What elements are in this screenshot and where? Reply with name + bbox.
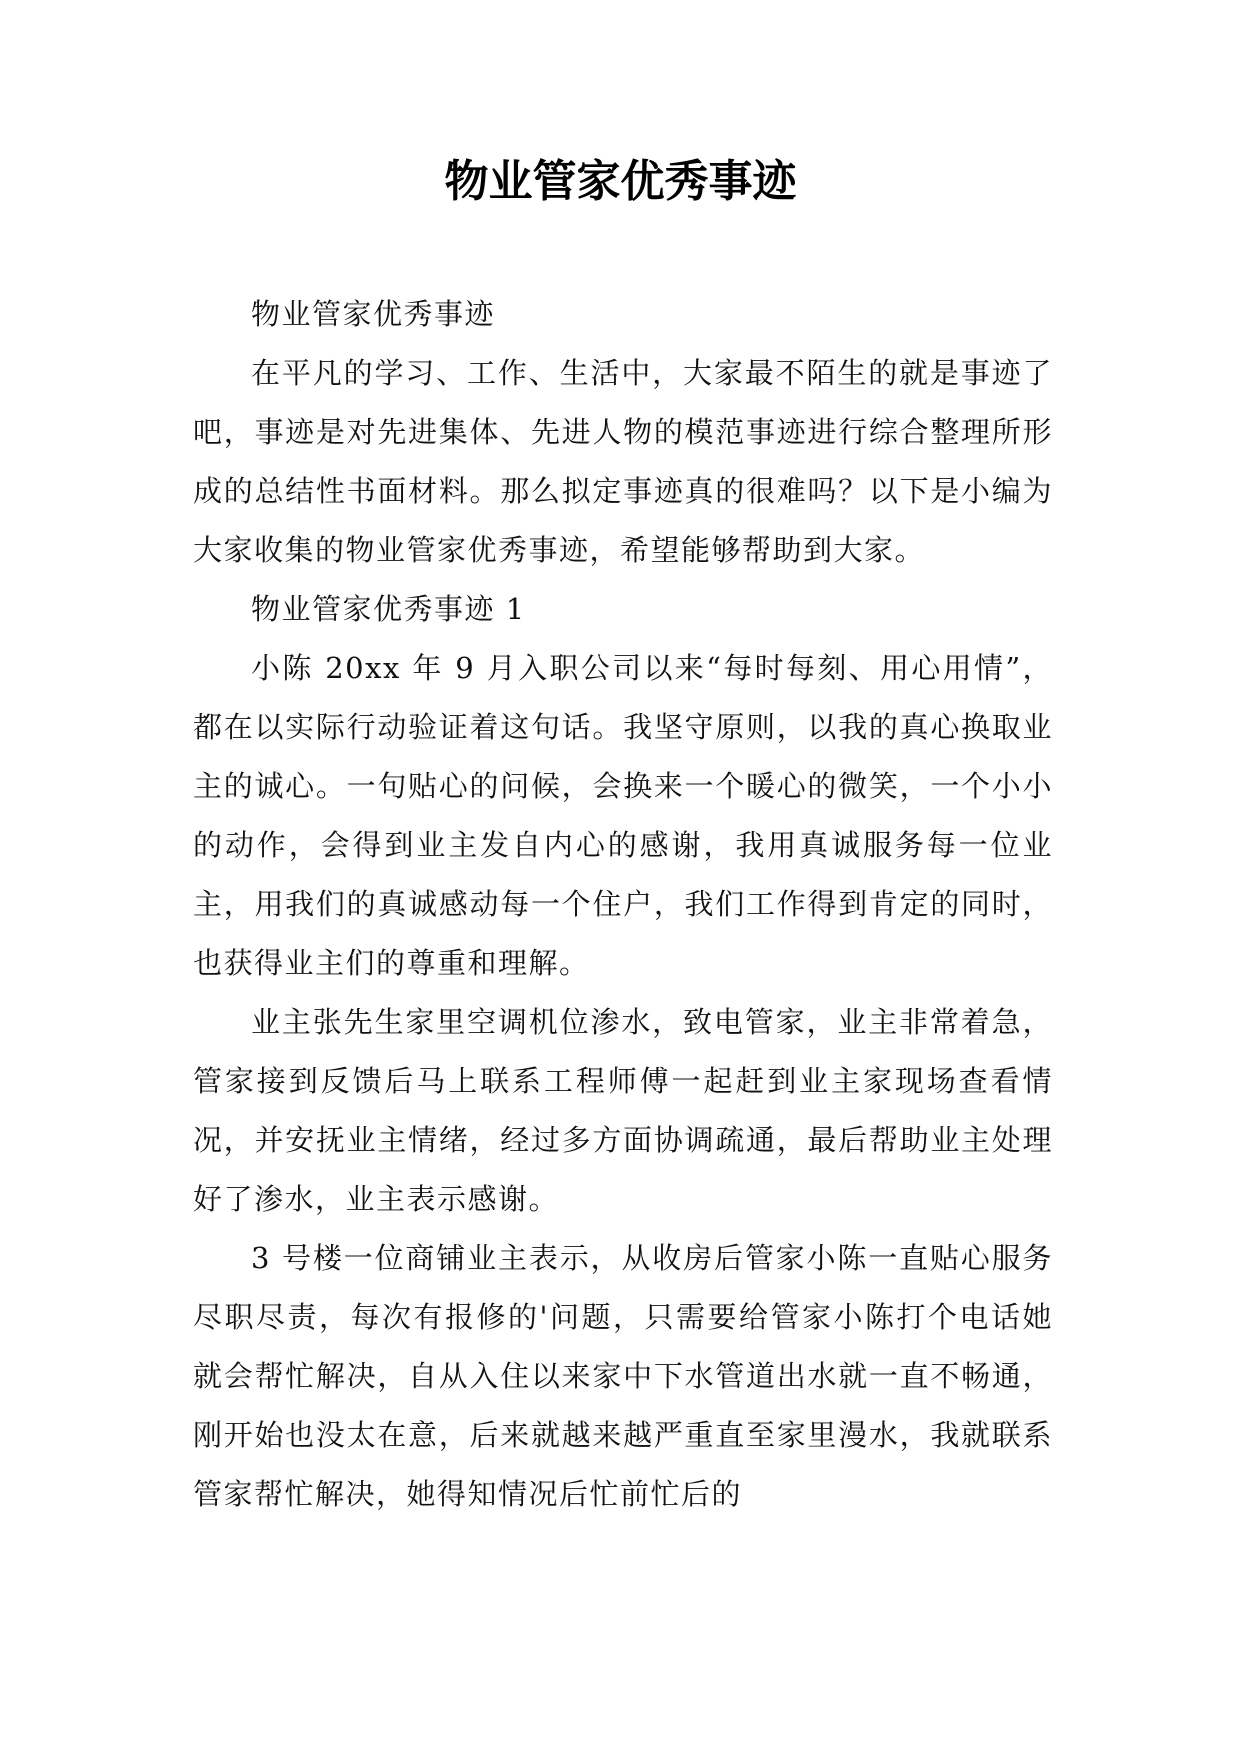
document-title: 物业管家优秀事迹	[444, 156, 797, 207]
paragraph: 小陈 20xx 年 9 月入职公司以来“每时每刻、用心用情”，都在以实际行动验证着这句话。我坚守原则，以我的真心换取业主的诚心。一句贴心的问候，会换来一个暖心的微笑，一个小小的动作，会得到业主发自内心的感谢，我用真诚服务每一位业主，用我们的真诚感动每一个住户，我们工作得到肯定的同时，也获得业主们的尊重和理解。	[193, 651, 1053, 980]
paragraph: 业主张先生家里空调机位渗水，致电管家，业主非常着急，管家接到反馈后马上联系工程师傅一起赶到业主家现场查看情况，并安抚业主情绪，经过多方面协调疏通，最后帮助业主处理好了渗水，业主表示感谢。	[193, 1005, 1053, 1216]
paragraph: 3 号楼一位商铺业主表示，从收房后管家小陈一直贴心服务尽职尽责，每次有报修的'问题，只需要给管家小陈打个电话她就会帮忙解决，自从入住以来家中下水管道出水就一直不畅通，刚开始也没太在意，后来就越来越严重直至家里漫水，我就联系管家帮忙解决，她得知情况后忙前忙后的	[193, 1241, 1053, 1511]
paragraph-subtitle: 物业管家优秀事迹	[251, 297, 496, 331]
paragraph-intro: 在平凡的学习、工作、生活中，大家最不陌生的就是事迹了吧，事迹是对先进集体、先进人物的模范事迹进行综合整理所形成的总结性书面材料。那么拟定事迹真的很难吗？以下是小编为大家收集的物业管家优秀事迹，希望能够帮助到大家。	[193, 356, 1053, 567]
document-body	[193, 285, 1053, 1524]
section-heading: 物业管家优秀事迹 1	[251, 592, 526, 626]
